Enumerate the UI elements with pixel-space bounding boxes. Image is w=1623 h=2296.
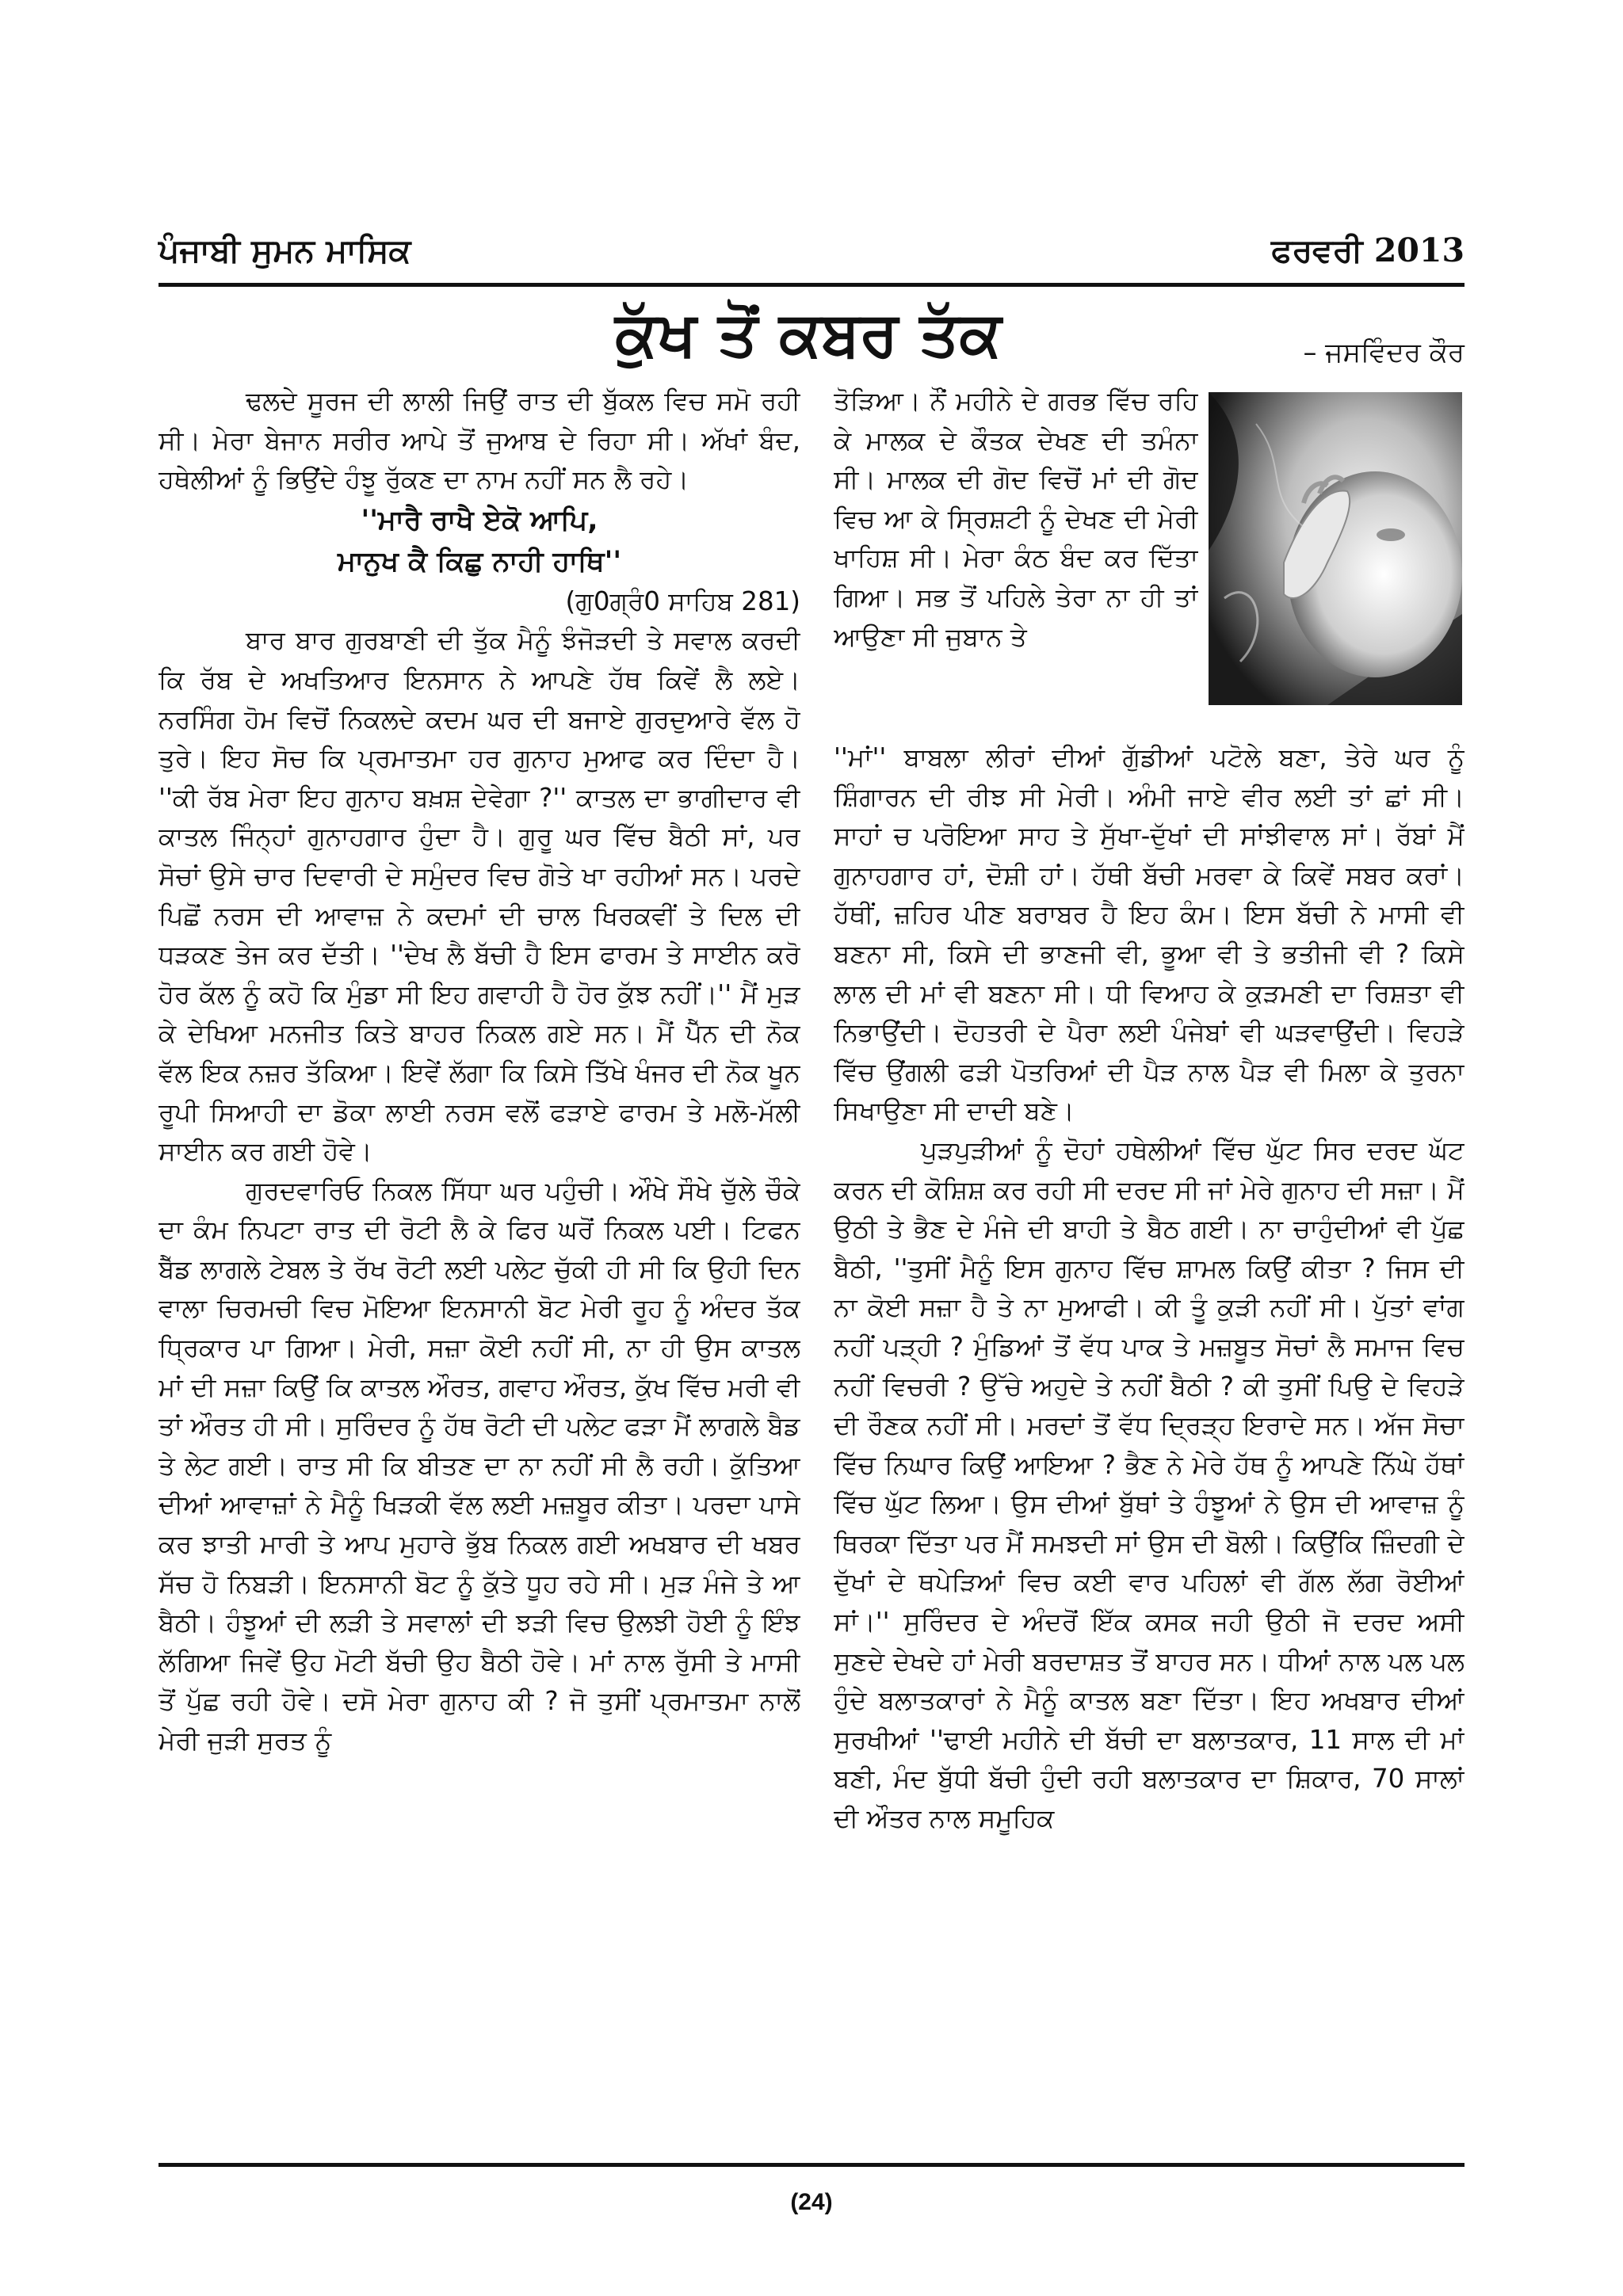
left-column [158, 382, 800, 2141]
issue-year: 2013 [1373, 231, 1465, 269]
footer-divider [158, 2163, 1465, 2167]
issue-month: ਫਰਵਰੀ [1270, 231, 1363, 269]
issue-date [1271, 231, 1465, 270]
right-column-top [834, 382, 1198, 738]
quote-line: ਮਾਨੁਖ ਕੈ ਕਿਛੁ ਨਾਹੀ ਹਾਥਿ'' [337, 545, 622, 578]
article-title: ਕੁੱਖ ਤੋਂ ਕਬਰ ਤੱਕ [615, 299, 1002, 370]
page-number: (24) [790, 2189, 833, 2215]
article-author: – ਜਸਵਿੰਦਰ ਕੌਰ [1303, 337, 1465, 368]
baby-photo-icon [1209, 392, 1462, 705]
magazine-name: ਪੰਜਾਬੀ ਸੁਮਨ ਮਾਸਿਕ [158, 231, 411, 269]
header-divider [158, 283, 1465, 287]
quote-line: ''ਮਾਰੈ ਰਾਖੈ ਏਕੋ ਆਪਿ, [361, 504, 598, 536]
baby-photo [1209, 392, 1462, 705]
paragraph: ਤੋੜਿਆ। ਨੌਂ ਮਹੀਨੇ ਦੇ ਗਰਭ ਵਿੱਚ ਰਹਿ ਕੇ ਮਾਲਕ ਦੇ ਕੌਤਕ ਦੇਖਣ ਦੀ ਤਮੰਨਾ ਸੀ। ਮਾਲਕ ਦੀ ਗੋਦ ਵਿਚੋਂ ਮਾਂ ਦੀ ਗੋਦ ਵਿਚ ਆ ਕੇ ਸ੍ਰਿਸ਼ਟੀ ਨੂੰ ਦੇਖਣ ਦੀ ਮੇਰੀ ਖਾਹਿਸ਼ ਸੀ। ਮੇਰਾ ਕੰਠ ਬੰਦ ਕਰ ਦਿੱਤਾ ਗਿਆ। ਸਭ ਤੋਂ ਪਹਿਲੇ ਤੇਰਾ ਨਾ ਹੀ ਤਾਂ ਆਉਣਾ ਸੀ ਜੁਬਾਨ ਤੇ [834, 386, 1198, 652]
paragraph: ਢਲਦੇ ਸੂਰਜ ਦੀ ਲਾਲੀ ਜਿਉਂ ਰਾਤ ਦੀ ਬੁੱਕਲ ਵਿਚ ਸਮੋ ਰਹੀ ਸੀ। ਮੇਰਾ ਬੇਜਾਨ ਸਰੀਰ ਆਪੇ ਤੋਂ ਜੁਆਬ ਦੇ ਰਿਹਾ ਸੀ। ਅੱਖਾਂ ਬੰਦ, ਹਥੇਲੀਆਂ ਨੂੰ ਭਿਉਂਦੇ ਹੰਝੂ ਰੁੱਕਣ ਦਾ ਨਾਮ ਨਹੀਂ ਸਨ ਲੈ ਰਹੇ। [158, 386, 800, 495]
paragraph: ਗੁਰਦਵਾਰਿਓ ਨਿਕਲ ਸਿੱਧਾ ਘਰ ਪਹੁੰਚੀ। ਔਖੇ ਸੌਖੇ ਚੁੱਲੇ ਚੌਕੇ ਦਾ ਕੰਮ ਨਿਪਟਾ ਰਾਤ ਦੀ ਰੋਟੀ ਲੈ ਕੇ ਫਿਰ ਘਰੋਂ ਨਿਕਲ ਪਈ। ਟਿਫਨ ਬੈੱਡ ਲਾਗਲੇ ਟੇਬਲ ਤੇ ਰੱਖ ਰੋਟੀ ਲਈ ਪਲੇਟ ਚੁੱਕੀ ਹੀ ਸੀ ਕਿ ਉਹੀ ਦਿਨ ਵਾਲਾ ਚਿਰਮਚੀ ਵਿਚ ਮੋਇਆ ਇਨਸਾਨੀ ਬੋਟ ਮੇਰੀ ਰੂਹ ਨੂੰ ਅੰਦਰ ਤੱਕ ਧ੍ਰਿਕਾਰ ਪਾ ਗਿਆ। ਮੇਰੀ, ਸਜ਼ਾ ਕੋਈ ਨਹੀਂ ਸੀ, ਨਾ ਹੀ ਉਸ ਕਾਤਲ ਮਾਂ ਦੀ ਸਜ਼ਾ ਕਿਉਂ ਕਿ ਕਾਤਲ ਔਰਤ, ਗਵਾਹ ਔਰਤ, ਕੁੱਖ ਵਿੱਚ ਮਰੀ ਵੀ ਤਾਂ ਔਰਤ ਹੀ ਸੀ। ਸੁਰਿੰਦਰ ਨੂੰ ਹੱਥ ਰੋਟੀ ਦੀ ਪਲੇਟ ਫੜਾ ਮੈਂ ਲਾਗਲੇ ਬੈਡ ਤੇ ਲੇਟ ਗਈ। ਰਾਤ ਸੀ ਕਿ ਬੀਤਣ ਦਾ ਨਾ ਨਹੀਂ ਸੀ ਲੈ ਰਹੀ। ਕੁੱਤਿਆ ਦੀਆਂ ਆਵਾਜ਼ਾਂ ਨੇ ਮੈਨੂੰ ਖਿੜਕੀ ਵੱਲ ਲਈ ਮਜ਼ਬੂਰ ਕੀਤਾ। ਪਰਦਾ ਪਾਸੇ ਕਰ ਝਾਤੀ ਮਾਰੀ ਤੇ ਆਪ ਮੁਹਾਰੇ ਭੁੱਬ ਨਿਕਲ ਗਈ ਅਖਬਾਰ ਦੀ ਖਬਰ ਸੱਚ ਹੋ ਨਿਬੜੀ। ਇਨਸਾਨੀ ਬੋਟ ਨੂੰ ਕੁੱਤੇ ਧੂਹ ਰਹੇ ਸੀ। ਮੁੜ ਮੰਜੇ ਤੇ ਆ ਬੈਠੀ। ਹੰਝੂਆਂ ਦੀ ਲੜੀ ਤੇ ਸਵਾਲਾਂ ਦੀ ਝੜੀ ਵਿਚ ਉਲਝੀ ਹੋਈ ਨੂੰ ਇੰਝ ਲੱਗਿਆ ਜਿਵੇਂ ਉਹ ਮੋਟੀ ਬੱਚੀ ਉਹ ਬੈਠੀ ਹੋਵੇ। ਮਾਂ ਨਾਲ ਰੁੱਸੀ ਤੇ ਮਾਸੀ ਤੋਂ ਪੁੱਛ ਰਹੀ ਹੋਵੇ। ਦਸੋ ਮੇਰਾ ਗੁਨਾਹ ਕੀ ? ਜੋ ਤੁਸੀਂ ਪ੍ਰਮਾਤਮਾ ਨਾਲੋਂ ਮੇਰੀ ਜੁੜੀ ਸੁਰਤ ਨੂੰ [158, 1175, 800, 1756]
quote-source: (ਗੁ0ਗ੍ਰੰ0 ਸਾਹਿਬ 281) [565, 585, 800, 616]
paragraph: ''ਮਾਂ'' ਬਾਬਲਾ ਲੀਰਾਂ ਦੀਆਂ ਗੁੱਡੀਆਂ ਪਟੋਲੇ ਬਣਾ, ਤੇਰੇ ਘਰ ਨੂੰ ਸ਼ਿੰਗਾਰਨ ਦੀ ਰੀਝ ਸੀ ਮੇਰੀ। ਅੰਮੀ ਜਾਏ ਵੀਰ ਲਈ ਤਾਂ ਛਾਂ ਸੀ। ਸਾਹਾਂ ਚ ਪਰੋਇਆ ਸਾਹ ਤੇ ਸੁੱਖਾ-ਦੁੱਖਾਂ ਦੀ ਸਾਂਝੀਵਾਲ ਸਾਂ। ਰੱਬਾਂ ਮੈਂ ਗੁਨਾਹਗਾਰ ਹਾਂ, ਦੋਸ਼ੀ ਹਾਂ। ਹੱਥੀ ਬੱਚੀ ਮਰਵਾ ਕੇ ਕਿਵੇਂ ਸਬਰ ਕਰਾਂ। ਹੱਥੀਂ, ਜ਼ਹਿਰ ਪੀਣ ਬਰਾਬਰ ਹੈ ਇਹ ਕੰਮ। ਇਸ ਬੱਚੀ ਨੇ ਮਾਸੀ ਵੀ ਬਣਨਾ ਸੀ, ਕਿਸੇ ਦੀ ਭਾਣਜੀ ਵੀ, ਭੂਆ ਵੀ ਤੇ ਭਤੀਜੀ ਵੀ ? ਕਿਸੇ ਲਾਲ ਦੀ ਮਾਂ ਵੀ ਬਣਨਾ ਸੀ। ਧੀ ਵਿਆਹ ਕੇ ਕੁੜਮਣੀ ਦਾ ਰਿਸ਼ਤਾ ਵੀ ਨਿਭਾਉਂਦੀ। ਦੋਹਤਰੀ ਦੇ ਪੈਰਾ ਲਈ ਪੰਜੇਬਾਂ ਵੀ ਘੜਵਾਉਂਦੀ। ਵਿਹੜੇ ਵਿੱਚ ਉਂਗਲੀ ਫੜੀ ਪੋਤਰਿਆਂ ਦੀ ਪੈੜ ਨਾਲ ਪੈੜ ਵੀ ਮਿਲਾ ਕੇ ਤੁਰਨਾ ਸਿਖਾਉਣਾ ਸੀ ਦਾਦੀ ਬਣੇ। [834, 742, 1465, 1127]
paragraph: ਪੁੜਪੁੜੀਆਂ ਨੂੰ ਦੋਹਾਂ ਹਥੇਲੀਆਂ ਵਿੱਚ ਘੁੱਟ ਸਿਰ ਦਰਦ ਘੱਟ ਕਰਨ ਦੀ ਕੋਸ਼ਿਸ਼ ਕਰ ਰਹੀ ਸੀ ਦਰਦ ਸੀ ਜਾਂ ਮੇਰੇ ਗੁਨਾਹ ਦੀ ਸਜ਼ਾ। ਮੈਂ ਉਠੀ ਤੇ ਭੈਣ ਦੇ ਮੰਜੇ ਦੀ ਬਾਹੀ ਤੇ ਬੈਠ ਗਈ। ਨਾ ਚਾਹੁੰਦੀਆਂ ਵੀ ਪੁੱਛ ਬੈਠੀ, ''ਤੁਸੀਂ ਮੈਨੂੰ ਇਸ ਗੁਨਾਹ ਵਿੱਚ ਸ਼ਾਮਲ ਕਿਉਂ ਕੀਤਾ ? ਜਿਸ ਦੀ ਨਾ ਕੋਈ ਸਜ਼ਾ ਹੈ ਤੇ ਨਾ ਮੁਆਫੀ। ਕੀ ਤੂੰ ਕੁੜੀ ਨਹੀਂ ਸੀ। ਪੁੱਤਾਂ ਵਾਂਗ ਨਹੀਂ ਪੜ੍ਹੀ ? ਮੁੰਡਿਆਂ ਤੋਂ ਵੱਧ ਪਾਕ ਤੇ ਮਜ਼ਬੂਤ ਸੋਚਾਂ ਲੈ ਸਮਾਜ ਵਿਚ ਨਹੀਂ ਵਿਚਰੀ ? ਉੱਚੇ ਅਹੁਦੇ ਤੇ ਨਹੀਂ ਬੈਠੀ ? ਕੀ ਤੁਸੀਂ ਪਿਉ ਦੇ ਵਿਹੜੇ ਦੀ ਰੌਣਕ ਨਹੀਂ ਸੀ। ਮਰਦਾਂ ਤੋਂ ਵੱਧ ਦ੍ਰਿੜ੍ਹ ਇਰਾਦੇ ਸਨ। ਅੱਜ ਸੋਚਾ ਵਿੱਚ ਨਿਘਾਰ ਕਿਉਂ ਆਇਆ ? ਭੈਣ ਨੇ ਮੇਰੇ ਹੱਥ ਨੂੰ ਆਪਣੇ ਨਿੱਘੇ ਹੱਥਾਂ ਵਿੱਚ ਘੁੱਟ ਲਿਆ। ਉਸ ਦੀਆਂ ਬੁੱਥਾਂ ਤੇ ਹੰਝੂਆਂ ਨੇ ਉਸ ਦੀ ਆਵਾਜ਼ ਨੂੰ ਥਿਰਕਾ ਦਿੱਤਾ ਪਰ ਮੈਂ ਸਮਝਦੀ ਸਾਂ ਉਸ ਦੀ ਬੋਲੀ। ਕਿਉਂਕਿ ਜ਼ਿੰਦਗੀ ਦੇ ਦੁੱਖਾਂ ਦੇ ਥਪੇੜਿਆਂ ਵਿਚ ਕਈ ਵਾਰ ਪਹਿਲਾਂ ਵੀ ਗੱਲ ਲੱਗ ਰੋਈਆਂ ਸਾਂ।'' ਸੁਰਿੰਦਰ ਦੇ ਅੰਦਰੋਂ ਇੱਕ ਕਸਕ ਜਹੀ ਉਠੀ ਜੋ ਦਰਦ ਅਸੀ ਸੁਣਦੇ ਦੇਖਦੇ ਹਾਂ ਮੇਰੀ ਬਰਦਾਸ਼ਤ ਤੋਂ ਬਾਹਰ ਸਨ। ਧੀਆਂ ਨਾਲ ਪਲ ਪਲ ਹੁੰਦੇ ਬਲਾਤਕਾਰਾਂ ਨੇ ਮੈਨੂੰ ਕਾਤਲ ਬਣਾ ਦਿੱਤਾ। ਇਹ ਅਖਬਾਰ ਦੀਆਂ ਸੁਰਖੀਆਂ ''ਢਾਈ ਮਹੀਨੇ ਦੀ ਬੱਚੀ ਦਾ ਬਲਾਤਕਾਰ, 11 ਸਾਲ ਦੀ ਮਾਂ ਬਣੀ, ਮੰਦ ਬੁੱਧੀ ਬੱਚੀ ਹੁੰਦੀ ਰਹੀ ਬਲਾਤਕਾਰ ਦਾ ਸ਼ਿਕਾਰ, 70 ਸਾਲਾਂ ਦੀ ਔਤਰ ਨਾਲ ਸਮੂਹਿਕ [834, 1135, 1465, 1834]
paragraph: ਬਾਰ ਬਾਰ ਗੁਰਬਾਣੀ ਦੀ ਤੁੱਕ ਮੈਨੂੰ ਝੰਜੋੜਦੀ ਤੇ ਸਵਾਲ ਕਰਦੀ ਕਿ ਰੱਬ ਦੇ ਅਖਤਿਆਰ ਇਨਸਾਨ ਨੇ ਆਪਣੇ ਹੱਥ ਕਿਵੇਂ ਲੈ ਲਏ। ਨਰਸਿੰਗ ਹੋਮ ਵਿਚੋਂ ਨਿਕਲਦੇ ਕਦਮ ਘਰ ਦੀ ਬਜਾਏ ਗੁਰਦੁਆਰੇ ਵੱਲ ਹੋ ਤੁਰੇ। ਇਹ ਸੋਚ ਕਿ ਪ੍ਰਮਾਤਮਾ ਹਰ ਗੁਨਾਹ ਮੁਆਫ ਕਰ ਦਿੰਦਾ ਹੈ। ''ਕੀ ਰੱਬ ਮੇਰਾ ਇਹ ਗੁਨਾਹ ਬਖ਼ਸ਼ ਦੇਵੇਗਾ ?'' ਕਾਤਲ ਦਾ ਭਾਗੀਦਾਰ ਵੀ ਕਾਤਲ ਜਿੰਨ੍ਹਾਂ ਗੁਨਾਹਗਾਰ ਹੁੰਦਾ ਹੈ। ਗੁਰੂ ਘਰ ਵਿੱਚ ਬੈਠੀ ਸਾਂ, ਪਰ ਸੋਚਾਂ ਉਸੇ ਚਾਰ ਦਿਵਾਰੀ ਦੇ ਸਮੁੰਦਰ ਵਿਚ ਗੋਤੇ ਖਾ ਰਹੀਆਂ ਸਨ। ਪਰਦੇ ਪਿਛੋਂ ਨਰਸ ਦੀ ਆਵਾਜ਼ ਨੇ ਕਦਮਾਂ ਦੀ ਚਾਲ ਖਿਰਕਵੀਂ ਤੇ ਦਿਲ ਦੀ ਧੜਕਣ ਤੇਜ ਕਰ ਦੱਤੀ। ''ਦੇਖ ਲੈ ਬੱਚੀ ਹੈ ਇਸ ਫਾਰਮ ਤੇ ਸਾਈਨ ਕਰੋ ਹੋਰ ਕੱਲ ਨੂੰ ਕਹੋ ਕਿ ਮੁੰਡਾ ਸੀ ਇਹ ਗਵਾਹੀ ਹੈ ਹੋਰ ਕੁੱਝ ਨਹੀਂ।'' ਮੈਂ ਮੁੜ ਕੇ ਦੇਖਿਆ ਮਨਜੀਤ ਕਿਤੇ ਬਾਹਰ ਨਿਕਲ ਗਏ ਸਨ। ਮੈਂ ਪੈੱਨ ਦੀ ਨੋਕ ਵੱਲ ਇਕ ਨਜ਼ਰ ਤੱਕਿਆ। ਇਵੇਂ ਲੱਗਾ ਕਿ ਕਿਸੇ ਤਿੱਖੇ ਖੰਜਰ ਦੀ ਨੋਕ ਖੂਨ ਰੂਪੀ ਸਿਆਹੀ ਦਾ ਡੋਕਾ ਲਾਈ ਨਰਸ ਵਲੋਂ ਫੜਾਏ ਫਾਰਮ ਤੇ ਮਲੋ-ਮੱਲੀ ਸਾਈਨ ਕਰ ਗਈ ਹੋਵੇ। [158, 625, 800, 1167]
page-header [158, 231, 1465, 287]
right-column [834, 738, 1465, 2141]
